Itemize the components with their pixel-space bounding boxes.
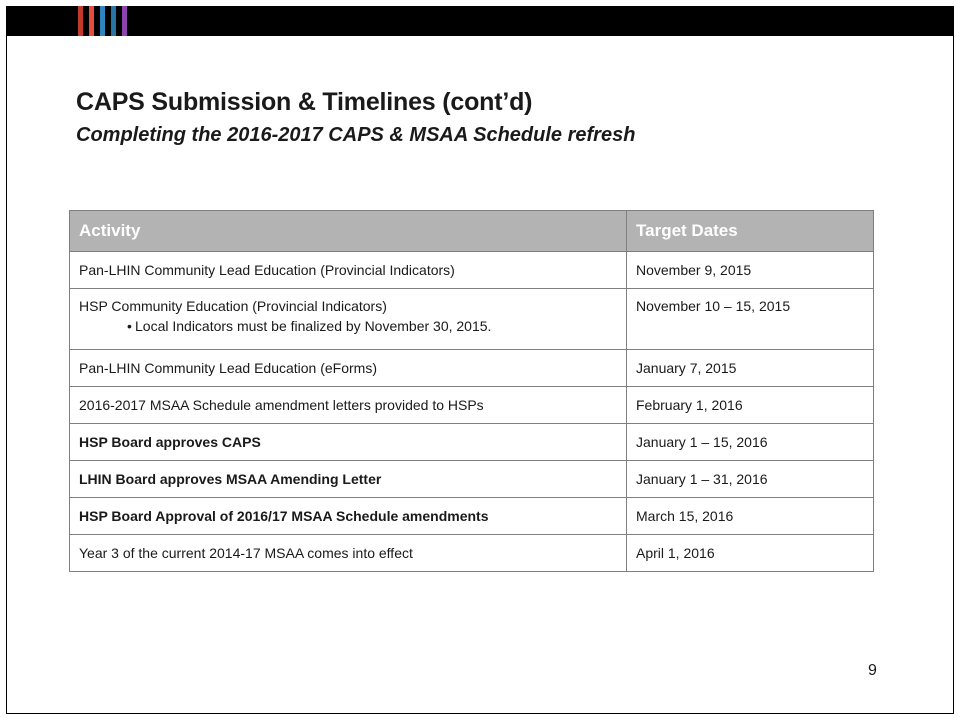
stripe-5 (122, 6, 127, 36)
date-cell: January 7, 2015 (627, 350, 874, 387)
stripe-1 (78, 6, 83, 36)
activity-text: HSP Community Education (Provincial Indicators) (79, 298, 387, 314)
activity-cell: Pan-LHIN Community Lead Education (Provincial Indicators) (70, 252, 627, 289)
table-row (70, 252, 874, 289)
decorative-stripes (78, 6, 127, 36)
table-row (70, 535, 874, 572)
activity-cell: Pan-LHIN Community Lead Education (eForms) (70, 350, 627, 387)
slide-subtitle: Completing the 2016-2017 CAPS & MSAA Schedule refresh (76, 124, 636, 146)
stripe-2 (89, 6, 94, 36)
activity-cell (70, 289, 627, 350)
table-row (70, 424, 874, 461)
table-row (70, 289, 874, 350)
activity-cell: LHIN Board approves MSAA Amending Letter (70, 461, 627, 498)
date-cell: March 15, 2016 (627, 498, 874, 535)
page-number: 9 (868, 662, 877, 679)
table-row (70, 498, 874, 535)
activity-cell: HSP Board approves CAPS (70, 424, 627, 461)
stripe-4 (111, 6, 116, 36)
frame-bottom (6, 713, 954, 714)
stripe-3 (100, 6, 105, 36)
table-row (70, 350, 874, 387)
date-cell: January 1 – 15, 2016 (627, 424, 874, 461)
date-cell: November 10 – 15, 2015 (627, 289, 874, 350)
table-row (70, 387, 874, 424)
date-cell: January 1 – 31, 2016 (627, 461, 874, 498)
date-cell: November 9, 2015 (627, 252, 874, 289)
header-target-dates: Target Dates (627, 211, 874, 252)
activity-cell: Year 3 of the current 2014-17 MSAA comes into effect (70, 535, 627, 572)
top-bar (6, 6, 954, 36)
bullet-text: Local Indicators must be finalized by November 30, 2015. (135, 318, 492, 334)
date-cell: February 1, 2016 (627, 387, 874, 424)
bullet-icon: • (127, 318, 132, 334)
slide-title: CAPS Submission & Timelines (cont’d) (76, 88, 533, 116)
timeline-table (69, 210, 874, 572)
table-row (70, 461, 874, 498)
header-activity: Activity (70, 211, 627, 252)
bullet-item (79, 318, 617, 334)
activity-cell: 2016-2017 MSAA Schedule amendment letters provided to HSPs (70, 387, 627, 424)
frame-right (953, 36, 954, 714)
frame-left (6, 36, 7, 714)
table-header-row (70, 211, 874, 252)
activity-cell: HSP Board Approval of 2016/17 MSAA Schedule amendments (70, 498, 627, 535)
date-cell: April 1, 2016 (627, 535, 874, 572)
